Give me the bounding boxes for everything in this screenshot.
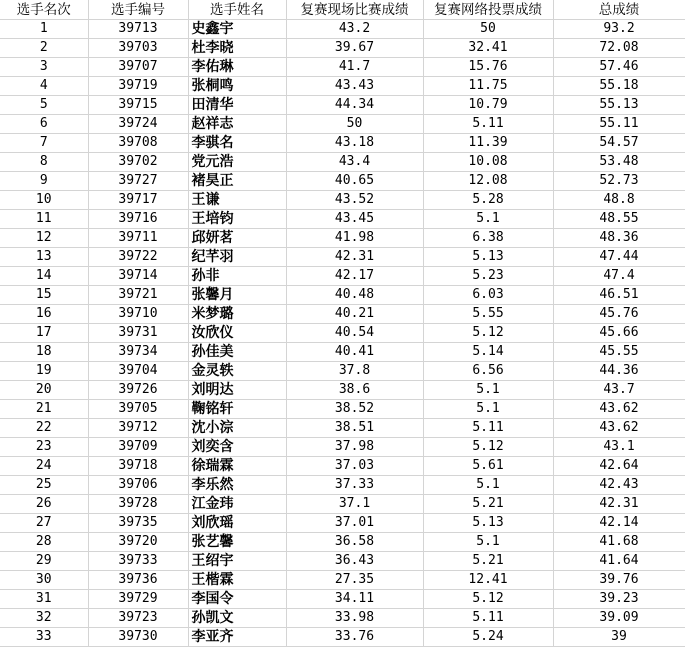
total-score-cell: 52.73 xyxy=(553,172,685,191)
total-score-cell: 93.2 xyxy=(553,20,685,39)
online-vote-score-cell: 5.21 xyxy=(423,552,553,571)
id-cell: 39706 xyxy=(88,476,188,495)
id-cell: 39736 xyxy=(88,571,188,590)
rank-cell: 29 xyxy=(0,552,88,571)
table-row xyxy=(0,153,685,172)
id-cell: 39707 xyxy=(88,58,188,77)
online-vote-score-cell: 5.24 xyxy=(423,628,553,647)
online-vote-score-cell: 5.23 xyxy=(423,267,553,286)
rank-cell: 23 xyxy=(0,438,88,457)
table-row xyxy=(0,96,685,115)
table-row xyxy=(0,495,685,514)
id-cell: 39720 xyxy=(88,533,188,552)
table-row xyxy=(0,628,685,647)
name-cell: 鞠铭轩 xyxy=(188,400,286,419)
online-vote-score-cell: 5.14 xyxy=(423,343,553,362)
rank-cell: 4 xyxy=(0,77,88,96)
rank-cell: 10 xyxy=(0,191,88,210)
table-row xyxy=(0,533,685,552)
onsite-score-cell: 43.4 xyxy=(286,153,423,172)
online-vote-score-cell: 5.28 xyxy=(423,191,553,210)
table-row xyxy=(0,324,685,343)
id-cell: 39708 xyxy=(88,134,188,153)
id-cell: 39724 xyxy=(88,115,188,134)
name-cell: 沈小淙 xyxy=(188,419,286,438)
name-cell: 孙非 xyxy=(188,267,286,286)
table-row xyxy=(0,20,685,39)
rank-cell: 26 xyxy=(0,495,88,514)
online-vote-score-cell: 6.03 xyxy=(423,286,553,305)
online-vote-score-cell: 5.1 xyxy=(423,400,553,419)
total-score-cell: 45.66 xyxy=(553,324,685,343)
total-score-cell: 53.48 xyxy=(553,153,685,172)
rank-cell: 13 xyxy=(0,248,88,267)
table-row xyxy=(0,419,685,438)
name-cell: 金灵轶 xyxy=(188,362,286,381)
id-cell: 39705 xyxy=(88,400,188,419)
total-score-cell: 42.31 xyxy=(553,495,685,514)
rank-cell: 16 xyxy=(0,305,88,324)
table-row xyxy=(0,305,685,324)
table-row xyxy=(0,210,685,229)
table-row xyxy=(0,267,685,286)
total-score-cell: 55.18 xyxy=(553,77,685,96)
name-cell: 王绍宇 xyxy=(188,552,286,571)
total-score-cell: 44.36 xyxy=(553,362,685,381)
onsite-score-cell: 33.98 xyxy=(286,609,423,628)
total-score-cell: 48.55 xyxy=(553,210,685,229)
name-cell: 赵祥志 xyxy=(188,115,286,134)
id-cell: 39717 xyxy=(88,191,188,210)
total-score-cell: 45.55 xyxy=(553,343,685,362)
rank-cell: 6 xyxy=(0,115,88,134)
name-cell: 李亚齐 xyxy=(188,628,286,647)
rank-cell: 15 xyxy=(0,286,88,305)
onsite-score-cell: 34.11 xyxy=(286,590,423,609)
onsite-score-cell: 42.31 xyxy=(286,248,423,267)
rank-cell: 14 xyxy=(0,267,88,286)
name-cell: 王楷霖 xyxy=(188,571,286,590)
rank-cell: 33 xyxy=(0,628,88,647)
onsite-score-cell: 37.01 xyxy=(286,514,423,533)
header-name: 选手姓名 xyxy=(188,0,286,20)
onsite-score-cell: 50 xyxy=(286,115,423,134)
rank-cell: 30 xyxy=(0,571,88,590)
online-vote-score-cell: 6.38 xyxy=(423,229,553,248)
id-cell: 39712 xyxy=(88,419,188,438)
id-cell: 39729 xyxy=(88,590,188,609)
total-score-cell: 55.13 xyxy=(553,96,685,115)
name-cell: 王谦 xyxy=(188,191,286,210)
name-cell: 王培钧 xyxy=(188,210,286,229)
name-cell: 李国令 xyxy=(188,590,286,609)
onsite-score-cell: 33.76 xyxy=(286,628,423,647)
total-score-cell: 54.57 xyxy=(553,134,685,153)
table-row xyxy=(0,343,685,362)
id-cell: 39716 xyxy=(88,210,188,229)
total-score-cell: 41.68 xyxy=(553,533,685,552)
name-cell: 刘奕含 xyxy=(188,438,286,457)
id-cell: 39731 xyxy=(88,324,188,343)
id-cell: 39730 xyxy=(88,628,188,647)
name-cell: 米梦璐 xyxy=(188,305,286,324)
name-cell: 李乐然 xyxy=(188,476,286,495)
onsite-score-cell: 37.8 xyxy=(286,362,423,381)
online-vote-score-cell: 5.1 xyxy=(423,533,553,552)
name-cell: 邱妍茗 xyxy=(188,229,286,248)
online-vote-score-cell: 6.56 xyxy=(423,362,553,381)
id-cell: 39733 xyxy=(88,552,188,571)
name-cell: 张桐鸣 xyxy=(188,77,286,96)
onsite-score-cell: 40.41 xyxy=(286,343,423,362)
onsite-score-cell: 37.03 xyxy=(286,457,423,476)
total-score-cell: 46.51 xyxy=(553,286,685,305)
rank-cell: 18 xyxy=(0,343,88,362)
table-row xyxy=(0,229,685,248)
name-cell: 褚昊正 xyxy=(188,172,286,191)
total-score-cell: 43.7 xyxy=(553,381,685,400)
name-cell: 刘欣瑶 xyxy=(188,514,286,533)
onsite-score-cell: 40.65 xyxy=(286,172,423,191)
onsite-score-cell: 36.43 xyxy=(286,552,423,571)
table-row xyxy=(0,438,685,457)
id-cell: 39710 xyxy=(88,305,188,324)
online-vote-score-cell: 5.1 xyxy=(423,476,553,495)
online-vote-score-cell: 5.12 xyxy=(423,590,553,609)
online-vote-score-cell: 10.08 xyxy=(423,153,553,172)
total-score-cell: 57.46 xyxy=(553,58,685,77)
onsite-score-cell: 40.54 xyxy=(286,324,423,343)
rank-cell: 24 xyxy=(0,457,88,476)
name-cell: 党元浩 xyxy=(188,153,286,172)
table-body xyxy=(0,20,685,647)
online-vote-score-cell: 5.1 xyxy=(423,381,553,400)
onsite-score-cell: 38.52 xyxy=(286,400,423,419)
name-cell: 汝欣仪 xyxy=(188,324,286,343)
online-vote-score-cell: 5.61 xyxy=(423,457,553,476)
table-row xyxy=(0,39,685,58)
header-rank: 选手名次 xyxy=(0,0,88,20)
rank-cell: 1 xyxy=(0,20,88,39)
name-cell: 徐瑞霖 xyxy=(188,457,286,476)
table-row xyxy=(0,248,685,267)
id-cell: 39734 xyxy=(88,343,188,362)
total-score-cell: 43.62 xyxy=(553,400,685,419)
online-vote-score-cell: 11.75 xyxy=(423,77,553,96)
rank-cell: 12 xyxy=(0,229,88,248)
table-row xyxy=(0,115,685,134)
rank-cell: 31 xyxy=(0,590,88,609)
name-cell: 江金玮 xyxy=(188,495,286,514)
rank-cell: 3 xyxy=(0,58,88,77)
online-vote-score-cell: 10.79 xyxy=(423,96,553,115)
id-cell: 39714 xyxy=(88,267,188,286)
rank-cell: 19 xyxy=(0,362,88,381)
rank-cell: 21 xyxy=(0,400,88,419)
name-cell: 刘明达 xyxy=(188,381,286,400)
id-cell: 39723 xyxy=(88,609,188,628)
rank-cell: 7 xyxy=(0,134,88,153)
table-row xyxy=(0,457,685,476)
table-row xyxy=(0,400,685,419)
online-vote-score-cell: 50 xyxy=(423,20,553,39)
rank-cell: 27 xyxy=(0,514,88,533)
onsite-score-cell: 42.17 xyxy=(286,267,423,286)
header-row xyxy=(0,0,685,20)
table-header xyxy=(0,0,685,20)
id-cell: 39715 xyxy=(88,96,188,115)
onsite-score-cell: 44.34 xyxy=(286,96,423,115)
onsite-score-cell: 38.6 xyxy=(286,381,423,400)
rank-cell: 5 xyxy=(0,96,88,115)
online-vote-score-cell: 12.08 xyxy=(423,172,553,191)
online-vote-score-cell: 12.41 xyxy=(423,571,553,590)
online-vote-score-cell: 5.12 xyxy=(423,438,553,457)
onsite-score-cell: 37.98 xyxy=(286,438,423,457)
rank-cell: 11 xyxy=(0,210,88,229)
name-cell: 孙凯文 xyxy=(188,609,286,628)
online-vote-score-cell: 11.39 xyxy=(423,134,553,153)
total-score-cell: 42.43 xyxy=(553,476,685,495)
onsite-score-cell: 43.52 xyxy=(286,191,423,210)
table-row xyxy=(0,476,685,495)
name-cell: 史鑫宇 xyxy=(188,20,286,39)
table-row xyxy=(0,590,685,609)
total-score-cell: 39.23 xyxy=(553,590,685,609)
online-vote-score-cell: 5.13 xyxy=(423,514,553,533)
table-row xyxy=(0,514,685,533)
rank-cell: 32 xyxy=(0,609,88,628)
total-score-cell: 47.4 xyxy=(553,267,685,286)
online-vote-score-cell: 5.11 xyxy=(423,115,553,134)
id-cell: 39726 xyxy=(88,381,188,400)
onsite-score-cell: 40.21 xyxy=(286,305,423,324)
header-id: 选手编号 xyxy=(88,0,188,20)
total-score-cell: 41.64 xyxy=(553,552,685,571)
id-cell: 39702 xyxy=(88,153,188,172)
total-score-cell: 48.8 xyxy=(553,191,685,210)
table-row xyxy=(0,134,685,153)
id-cell: 39718 xyxy=(88,457,188,476)
table-row xyxy=(0,381,685,400)
onsite-score-cell: 36.58 xyxy=(286,533,423,552)
id-cell: 39704 xyxy=(88,362,188,381)
total-score-cell: 43.1 xyxy=(553,438,685,457)
rank-cell: 2 xyxy=(0,39,88,58)
online-vote-score-cell: 5.21 xyxy=(423,495,553,514)
name-cell: 张艺馨 xyxy=(188,533,286,552)
onsite-score-cell: 41.98 xyxy=(286,229,423,248)
id-cell: 39709 xyxy=(88,438,188,457)
total-score-cell: 39.76 xyxy=(553,571,685,590)
table-row xyxy=(0,172,685,191)
total-score-cell: 39 xyxy=(553,628,685,647)
onsite-score-cell: 40.48 xyxy=(286,286,423,305)
rank-cell: 22 xyxy=(0,419,88,438)
online-vote-score-cell: 5.11 xyxy=(423,419,553,438)
online-vote-score-cell: 32.41 xyxy=(423,39,553,58)
id-cell: 39703 xyxy=(88,39,188,58)
header-total-score: 总成绩 xyxy=(553,0,685,20)
total-score-cell: 42.14 xyxy=(553,514,685,533)
total-score-cell: 48.36 xyxy=(553,229,685,248)
id-cell: 39719 xyxy=(88,77,188,96)
online-vote-score-cell: 5.11 xyxy=(423,609,553,628)
name-cell: 李佑琳 xyxy=(188,58,286,77)
table-row xyxy=(0,191,685,210)
name-cell: 纪芊羽 xyxy=(188,248,286,267)
onsite-score-cell: 43.2 xyxy=(286,20,423,39)
id-cell: 39727 xyxy=(88,172,188,191)
id-cell: 39713 xyxy=(88,20,188,39)
total-score-cell: 39.09 xyxy=(553,609,685,628)
name-cell: 李骐名 xyxy=(188,134,286,153)
table-row xyxy=(0,286,685,305)
rank-cell: 20 xyxy=(0,381,88,400)
online-vote-score-cell: 15.76 xyxy=(423,58,553,77)
onsite-score-cell: 38.51 xyxy=(286,419,423,438)
rank-cell: 28 xyxy=(0,533,88,552)
rank-cell: 9 xyxy=(0,172,88,191)
onsite-score-cell: 37.1 xyxy=(286,495,423,514)
table-row xyxy=(0,609,685,628)
table-row xyxy=(0,571,685,590)
rank-cell: 25 xyxy=(0,476,88,495)
id-cell: 39735 xyxy=(88,514,188,533)
onsite-score-cell: 43.18 xyxy=(286,134,423,153)
online-vote-score-cell: 5.1 xyxy=(423,210,553,229)
onsite-score-cell: 37.33 xyxy=(286,476,423,495)
name-cell: 孙佳美 xyxy=(188,343,286,362)
onsite-score-cell: 27.35 xyxy=(286,571,423,590)
total-score-cell: 42.64 xyxy=(553,457,685,476)
id-cell: 39728 xyxy=(88,495,188,514)
total-score-cell: 43.62 xyxy=(553,419,685,438)
id-cell: 39711 xyxy=(88,229,188,248)
table-row xyxy=(0,77,685,96)
online-vote-score-cell: 5.55 xyxy=(423,305,553,324)
onsite-score-cell: 41.7 xyxy=(286,58,423,77)
header-online-vote-score: 复赛网络投票成绩 xyxy=(423,0,553,20)
online-vote-score-cell: 5.12 xyxy=(423,324,553,343)
id-cell: 39722 xyxy=(88,248,188,267)
online-vote-score-cell: 5.13 xyxy=(423,248,553,267)
rank-cell: 8 xyxy=(0,153,88,172)
header-onsite-score: 复赛现场比赛成绩 xyxy=(286,0,423,20)
name-cell: 田清华 xyxy=(188,96,286,115)
onsite-score-cell: 43.45 xyxy=(286,210,423,229)
onsite-score-cell: 43.43 xyxy=(286,77,423,96)
total-score-cell: 45.76 xyxy=(553,305,685,324)
total-score-cell: 47.44 xyxy=(553,248,685,267)
table-row xyxy=(0,58,685,77)
rank-cell: 17 xyxy=(0,324,88,343)
name-cell: 杜李晓 xyxy=(188,39,286,58)
id-cell: 39721 xyxy=(88,286,188,305)
name-cell: 张馨月 xyxy=(188,286,286,305)
onsite-score-cell: 39.67 xyxy=(286,39,423,58)
total-score-cell: 72.08 xyxy=(553,39,685,58)
total-score-cell: 55.11 xyxy=(553,115,685,134)
table-row xyxy=(0,552,685,571)
table-row xyxy=(0,362,685,381)
